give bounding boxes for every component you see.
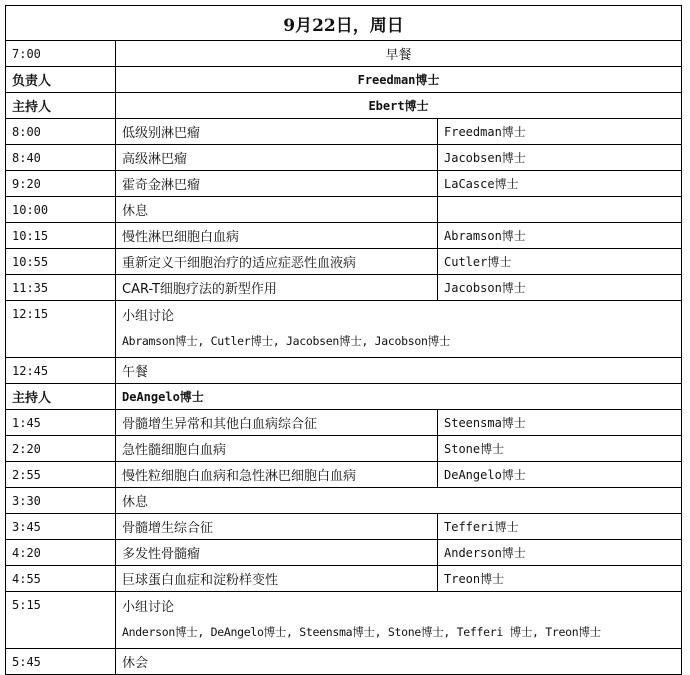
panel-members: Anderson博士, DeAngelo博士, Steensma博士, Stone博士, Tefferi 博士, Treon博士: [122, 625, 601, 639]
time-cell: 12:45: [6, 358, 116, 384]
session-row: [6, 171, 682, 197]
host-name: DeAngelo博士: [116, 384, 682, 410]
panel-row: [6, 301, 682, 358]
host-row: [6, 93, 682, 119]
host-name: Ebert博士: [116, 93, 682, 119]
adjourn-label: 休会: [116, 649, 682, 675]
speaker-cell: LaCasce博士: [438, 171, 682, 197]
time-cell: 2:20: [6, 436, 116, 462]
speaker-cell: Abramson博士: [438, 223, 682, 249]
session-row: [6, 462, 682, 488]
lead-row: [6, 67, 682, 93]
lead-label: 负责人: [6, 67, 116, 93]
speaker-cell: Jacobsen博士: [438, 145, 682, 171]
speaker-cell: Treon博士: [438, 566, 682, 592]
speaker-cell: Anderson博士: [438, 540, 682, 566]
session-row: [6, 540, 682, 566]
topic-cell: 急性髓细胞白血病: [116, 436, 438, 462]
panel-cell: [116, 301, 682, 358]
time-cell: 10:15: [6, 223, 116, 249]
panel-cell: [116, 592, 682, 649]
afternoon-sessions: [6, 410, 682, 488]
panel-label: 小组讨论: [122, 309, 175, 324]
speaker-cell: [438, 197, 682, 223]
page-title: 9月22日，周日: [6, 6, 682, 41]
time-cell: 10:55: [6, 249, 116, 275]
time-cell: 5:45: [6, 649, 116, 675]
time-cell: 3:30: [6, 488, 116, 514]
host-label: 主持人: [6, 93, 116, 119]
break-row: [6, 488, 682, 514]
speaker-cell: Steensma博士: [438, 410, 682, 436]
session-row: [6, 145, 682, 171]
speaker-cell: Freedman博士: [438, 119, 682, 145]
host-label: 主持人: [6, 384, 116, 410]
topic-cell: 重新定义干细胞治疗的适应症恶性血液病: [116, 249, 438, 275]
topic-cell: CAR-T细胞疗法的新型作用: [116, 275, 438, 301]
time-cell: 7:00: [6, 41, 116, 67]
speaker-cell: Tefferi博士: [438, 514, 682, 540]
session-row: [6, 410, 682, 436]
speaker-cell: Cutler博士: [438, 249, 682, 275]
session-row: [6, 514, 682, 540]
session-row: [6, 197, 682, 223]
session-row: [6, 223, 682, 249]
time-cell: 8:40: [6, 145, 116, 171]
session-row: [6, 119, 682, 145]
topic-cell: 高级淋巴瘤: [116, 145, 438, 171]
topic-cell: 慢性粒细胞白血病和急性淋巴细胞白血病: [116, 462, 438, 488]
topic-cell: 骨髓增生异常和其他白血病综合征: [116, 410, 438, 436]
time-cell: 11:35: [6, 275, 116, 301]
speaker-cell: Stone博士: [438, 436, 682, 462]
afternoon-host-row: [6, 384, 682, 410]
afternoon-sessions-2: [6, 514, 682, 592]
topic-cell: 慢性淋巴细胞白血病: [116, 223, 438, 249]
topic-cell: 多发性骨髓瘤: [116, 540, 438, 566]
topic-cell: 休息: [116, 197, 438, 223]
topic-cell: 低级别淋巴瘤: [116, 119, 438, 145]
topic-cell: 霍奇金淋巴瘤: [116, 171, 438, 197]
break-label: 休息: [116, 488, 682, 514]
speaker-cell: Jacobson博士: [438, 275, 682, 301]
session-row: [6, 566, 682, 592]
time-cell: 9:20: [6, 171, 116, 197]
time-cell: 2:55: [6, 462, 116, 488]
session-row: [6, 275, 682, 301]
session-row: [6, 249, 682, 275]
time-cell: 1:45: [6, 410, 116, 436]
lead-name: Freedman博士: [116, 67, 682, 93]
lunch-row: [6, 358, 682, 384]
time-cell: 8:00: [6, 119, 116, 145]
panel-row: [6, 592, 682, 649]
title-row: [6, 6, 682, 41]
time-cell: 10:00: [6, 197, 116, 223]
session-row: [6, 436, 682, 462]
schedule-table: [5, 5, 682, 675]
schedule-page: [5, 5, 682, 675]
breakfast-row: [6, 41, 682, 67]
speaker-cell: DeAngelo博士: [438, 462, 682, 488]
time-cell: 5:15: [6, 592, 116, 649]
time-cell: 4:20: [6, 540, 116, 566]
panel-label: 小组讨论: [122, 600, 175, 615]
panel-members: Abramson博士, Cutler博士, Jacobsen博士, Jacobson博士: [122, 334, 451, 348]
time-cell: 3:45: [6, 514, 116, 540]
time-cell: 4:55: [6, 566, 116, 592]
time-cell: 12:15: [6, 301, 116, 358]
morning-sessions: [6, 119, 682, 301]
breakfast-label: 早餐: [116, 41, 682, 67]
lunch-label: 午餐: [116, 358, 682, 384]
topic-cell: 巨球蛋白血症和淀粉样变性: [116, 566, 438, 592]
topic-cell: 骨髓增生综合征: [116, 514, 438, 540]
